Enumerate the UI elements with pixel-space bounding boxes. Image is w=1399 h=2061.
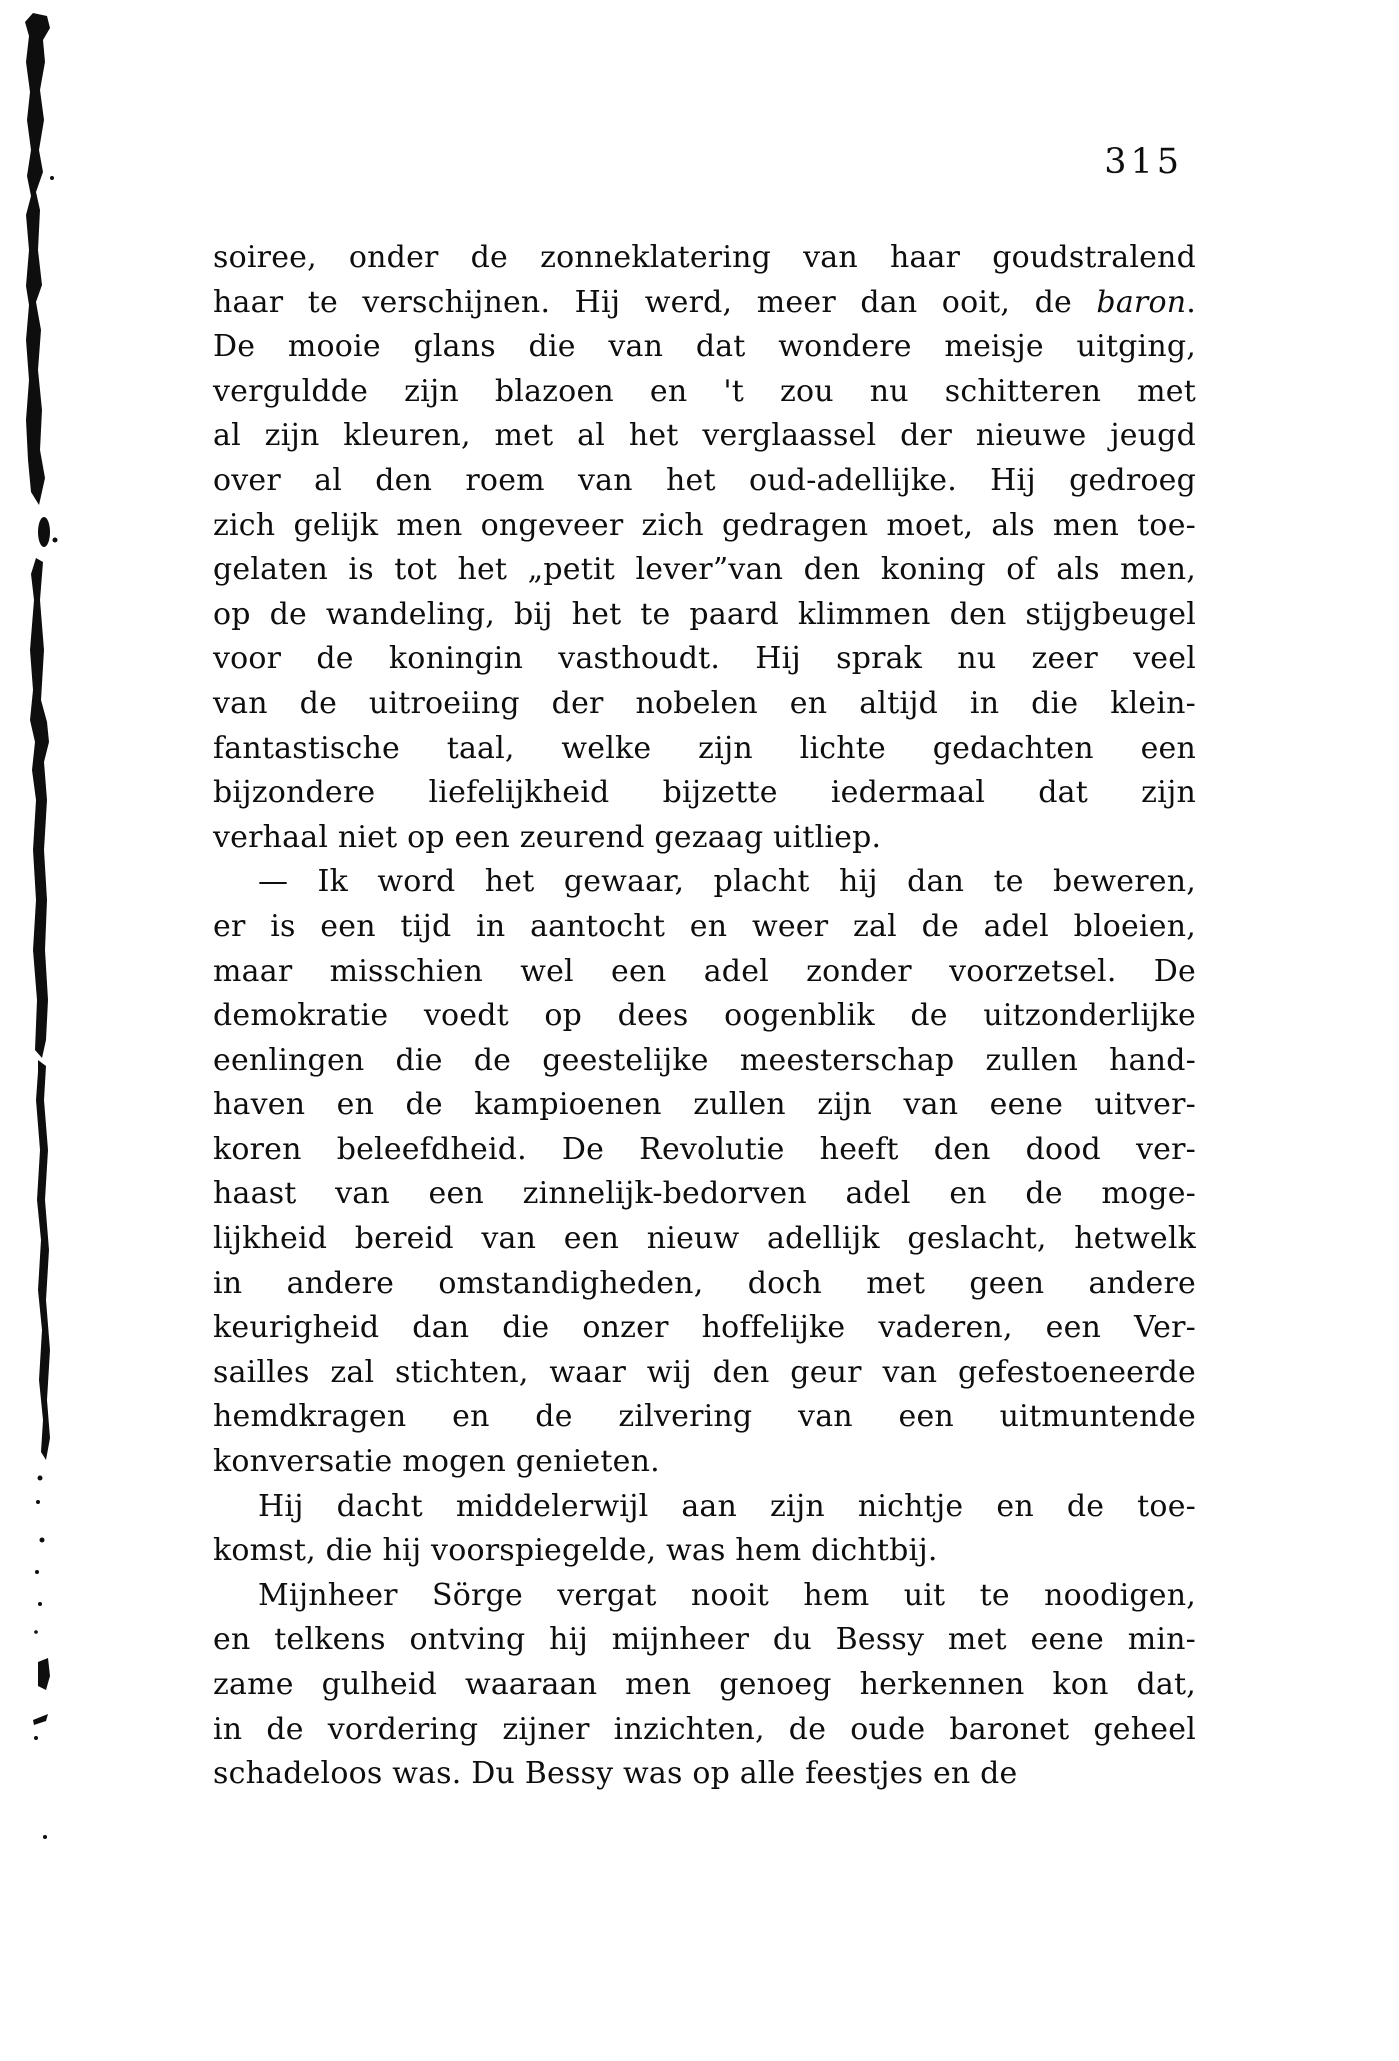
text-line: en telkens ontving hij mijnheer du Bessy met eene min- — [213, 1622, 1196, 1658]
text-line: eenlingen die de geestelijke meesterschap zullen hand- — [213, 1042, 1196, 1078]
text-line paragraph-start: Mijnheer Sörge vergat nooit hem uit te noodigen, — [258, 1577, 1196, 1613]
text-line: zich gelijk men ongeveer zich gedragen moet, als men toe- — [213, 507, 1196, 543]
text-line: gelaten is tot het „petit lever”van den koning of als men, — [213, 552, 1196, 588]
body-text — [213, 236, 1196, 1797]
text-line: schadeloos was. Du Bessy was op alle feestjes en de — [213, 1756, 1018, 1792]
text-line: van de uitroeiing der nobelen en altijd in die klein- — [213, 685, 1196, 721]
page-number: 315 — [1104, 142, 1183, 182]
text-line paragraph-end: verhaal niet op een zeurend gezaag uitliep. — [213, 819, 882, 855]
line-segment: haar te verschijnen. Hij werd, meer dan ooit, de — [213, 284, 1097, 320]
text-line: in de vordering zijner inzichten, de oude baronet geheel — [213, 1711, 1196, 1747]
text-line — [213, 281, 1196, 326]
text-line: verguldde zijn blazoen en 't zou nu schitteren met — [213, 373, 1196, 409]
line-segment: . — [1186, 284, 1196, 320]
text-line: haven en de kampioenen zullen zijn van eene uitver- — [213, 1087, 1196, 1123]
text-line: fantastische taal, welke zijn lichte gedachten een — [213, 730, 1196, 766]
text-line: op de wandeling, bij het te paard klimmen den stijgbeugel — [213, 596, 1196, 632]
text-line: keurigheid dan die onzer hoffelijke vaderen, een Ver- — [213, 1310, 1196, 1346]
binding-smudge-artifact — [0, 0, 80, 2061]
text-line: koren beleefdheid. De Revolutie heeft den dood ver- — [213, 1131, 1196, 1167]
text-line: zame gulheid waaraan men genoeg herkennen kon dat, — [213, 1667, 1196, 1702]
text-line: De mooie glans die van dat wondere meisje uitging, — [213, 329, 1196, 365]
text-line: demokratie voedt op dees oogenblik de uitzonderlijke — [213, 998, 1196, 1034]
text-line paragraph-end: konversatie mogen genieten. — [213, 1444, 660, 1480]
text-line: haast van een zinnelijk-bedorven adel en de moge- — [213, 1176, 1196, 1212]
text-line paragraph-start: — Ik word het gewaar, placht hij dan te beweren, — [258, 864, 1196, 900]
text-line: in andere omstandigheden, doch met geen andere — [213, 1265, 1196, 1301]
text-line: sailles zal stichten, waar wij den geur van gefestoeneerde — [213, 1354, 1196, 1390]
text-line: over al den roem van het oud-adellijke. Hij gedroeg — [213, 462, 1196, 498]
text-line paragraph-start: Hij dacht middelerwijl aan zijn nichtje en de toe- — [258, 1488, 1196, 1524]
text-line: bijzondere liefelijkheid bijzette iedermaal dat zijn — [213, 775, 1196, 811]
italic-word: baron — [1096, 284, 1187, 320]
text-line: maar misschien wel een adel zonder voorzetsel. De — [213, 953, 1196, 989]
text-line: al zijn kleuren, met al het verglaassel der nieuwe jeugd — [213, 418, 1196, 454]
text-line: lijkheid bereid van een nieuw adellijk geslacht, hetwelk — [213, 1221, 1196, 1257]
text-line: voor de koningin vasthoudt. Hij sprak nu zeer veel — [213, 641, 1196, 677]
text-line: soiree, onder de zonneklatering van haar goudstralend — [213, 240, 1196, 275]
text-line paragraph-end: komst, die hij voorspiegelde, was hem dichtbij. — [213, 1533, 938, 1569]
text-line: hemdkragen en de zilvering van een uitmuntende — [213, 1399, 1196, 1435]
text-line: er is een tijd in aantocht en weer zal de adel bloeien, — [213, 908, 1196, 944]
